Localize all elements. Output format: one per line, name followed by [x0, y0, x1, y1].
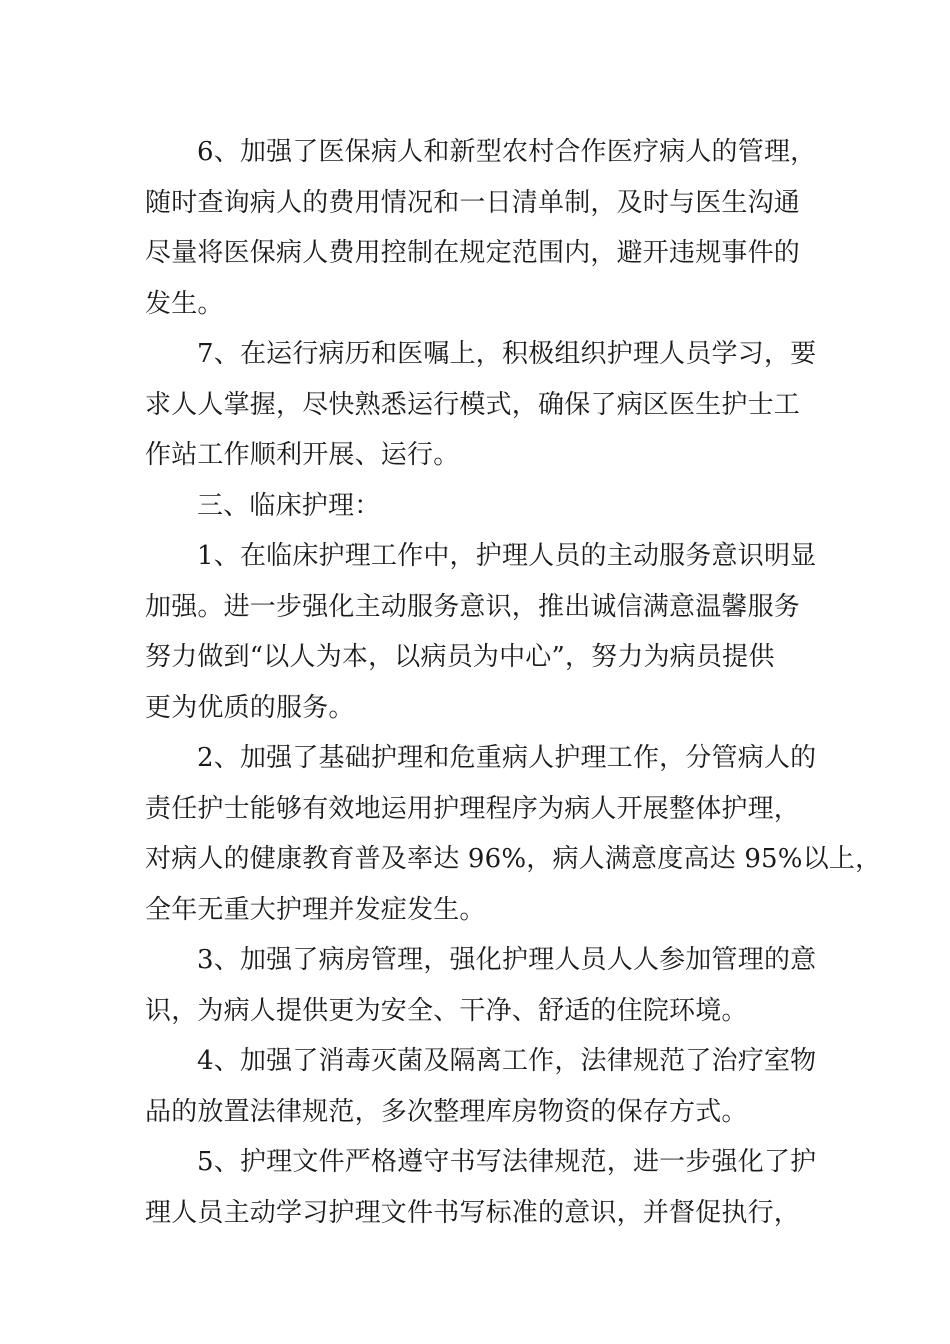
text-line: 努力做到“以人为本，以病员为中心”，努力为病员提供 [145, 642, 775, 672]
text-line: 品的放置法律规范，多次整理库房物资的保存方式。 [145, 1096, 748, 1127]
text-line: 1、在临床护理工作中，护理人员的主动服务意识明显 [197, 541, 817, 571]
text-line: 5、护理文件严格遵守书写法律规范，进一步强化了护 [197, 1147, 817, 1177]
section-heading-text: 三、临床护理： [197, 490, 381, 521]
clinical-item-5 [145, 1137, 817, 1238]
text-line: 4、加强了消毒灭菌及隔离工作，法律规范了治疗室物 [197, 1046, 817, 1076]
paragraph-item-7 [145, 329, 817, 481]
text-line: 随时查询病人的费用情况和一日清单制，及时与医生沟通 [145, 187, 801, 218]
text-line: 2、加强了基础护理和危重病人护理工作，分管病人的 [197, 743, 817, 773]
clinical-item-2 [145, 733, 882, 935]
text-line: 加强。进一步强化主动服务意识，推出诚信满意温馨服务 [145, 591, 801, 622]
text-line: 更为优质的服务。 [145, 692, 355, 723]
text-line: 责任护士能够有效地运用护理程序为病人开展整体护理， [145, 793, 801, 824]
text-line: 全年无重大护理并发症发生。 [145, 894, 486, 925]
text-line: 3、加强了病房管理，强化护理人员人人参加管理的意 [197, 945, 817, 975]
text-line: 对病人的健康教育普及率达 96%，病人满意度高达 95%以上， [145, 844, 882, 874]
text-line: 理人员主动学习护理文件书写标准的意识，并督促执行， [145, 1197, 801, 1228]
text-line: 发生。 [145, 288, 224, 319]
text-line: 识，为病人提供更为安全、干净、舒适的住院环境。 [145, 995, 748, 1026]
text-line: 尽量将医保病人费用控制在规定范围内，避开违规事件的 [145, 238, 801, 268]
clinical-item-1 [145, 531, 817, 733]
text-line: 6、加强了医保病人和新型农村合作医疗病人的管理， [197, 137, 817, 167]
paragraph-item-6 [145, 127, 817, 329]
section-heading-clinical-nursing [145, 481, 813, 532]
text-line: 作站工作顺利开展、运行。 [145, 440, 460, 470]
text-line: 求人人掌握，尽快熟悉运行模式，确保了病区医生护士工 [145, 389, 801, 420]
document-body [145, 127, 882, 1238]
text-line: 7、在运行病历和医嘱上，积极组织护理人员学习，要 [197, 339, 817, 369]
clinical-item-3 [145, 935, 817, 1036]
clinical-item-4 [145, 1036, 817, 1137]
